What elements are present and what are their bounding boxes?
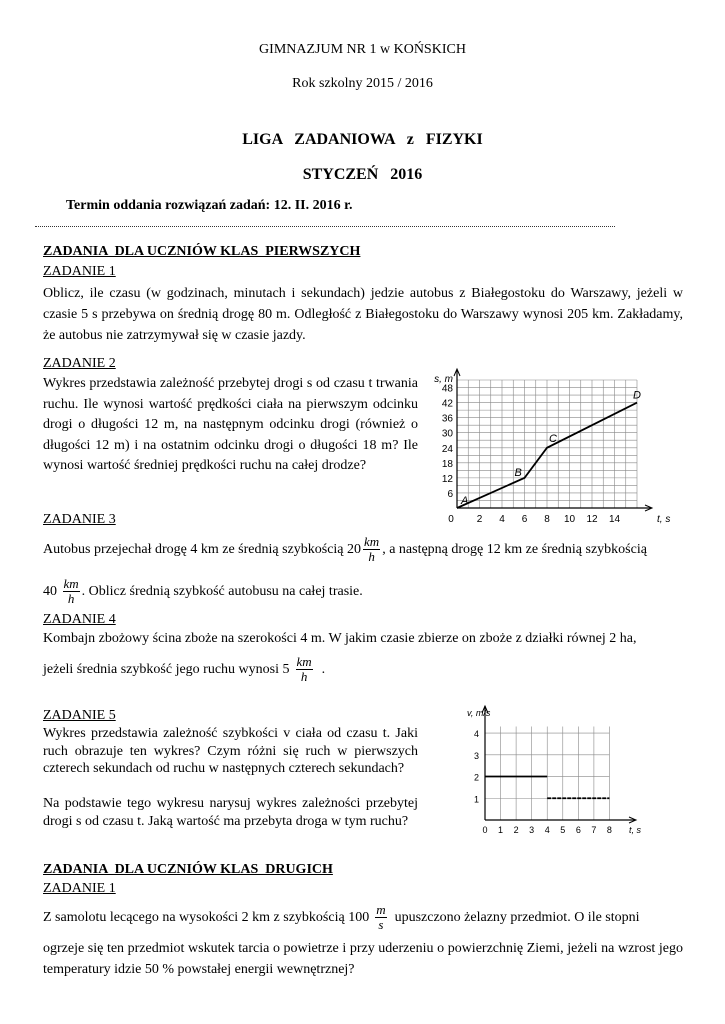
s1-task3-part1: Autobus przejechał drogę 4 km ze średnią szybkością 20 — [43, 542, 362, 557]
page-title: LIGA ZADANIOWA z FIZYKI — [242, 131, 483, 148]
fraction-km-h-2: $\frac{km}{h}$ — [63, 576, 79, 607]
s1-task1-text: Oblicz, ile czasu (w godzinach, minutach i sekundach) jedzie autobus z Białegostoku do Warszawy, jeżeli w czasie 5 s przebywa on średnią drogę 80 m. Odległość z Białegostoku do Warszawy wynosi 205 km. Zakładamy, że autobus nie zatrzymywał się w czasie jazdy. — [43, 286, 683, 343]
y-tick-label: 24 — [441, 443, 453, 455]
s1-task4-line1: Kombajn zbożowy ścina zboże na szerokości 4 m. W jakim czasie zbierze on zboże z działki równej 2 ha, — [43, 631, 637, 646]
s2-task1-rest: ogrzeje się ten przedmiot wskutek tarcia o powietrze i przy uderzeniu o powierzchnię Ziemi, jeżeli na wzrost jego temperatury idzie 50 % powstałej energii wewnętrznej? — [43, 941, 683, 977]
s1-task3-line1 — [43, 530, 683, 570]
s1-task2-label: ZADANIE 2 — [43, 356, 116, 371]
point-label: C — [549, 432, 557, 445]
x-axis-label: t, s — [657, 514, 671, 525]
s1-task3-label: ZADANIE 3 — [43, 512, 116, 527]
x-tick-label: 0 — [482, 825, 488, 835]
s1-task2-text: Wykres przedstawia zależność przebytej drogi s od czasu t trwania ruchu. Ile wynosi wartość prędkości ciała na pierwszym odcinku drogi o długości 12 m, na następnym odcinku drogi (również o długości 12 m) i na ostatnim odcinku drogi o długości 18 m? Ile wynosi wartość średniej prędkości ruchu na całej drodze? — [43, 376, 418, 474]
distance-time-chart — [425, 360, 671, 525]
x-tick-label: 6 — [575, 825, 581, 835]
point-label: A — [461, 495, 469, 507]
s1-task3-part2: , a następną drogę 12 km ze średnią szybkością — [382, 542, 647, 557]
y-axis-label: v, m/s — [467, 708, 491, 718]
y-axis-label: s, m — [434, 374, 453, 385]
x-tick-label: 14 — [608, 514, 621, 525]
y-tick-label: 18 — [441, 458, 453, 470]
y-tick-label: 2 — [473, 772, 479, 783]
x-tick-label: 5 — [560, 825, 566, 835]
y-tick-label: 12 — [441, 473, 453, 485]
origin-label: 0 — [448, 514, 454, 525]
fraction-km-h: $\frac{km}{h}$ — [364, 534, 380, 565]
deadline: Termin oddania rozwiązań zadań: 12. II. 2016 r. — [66, 198, 353, 213]
s2-task1-label: ZADANIE 1 — [43, 881, 116, 896]
page-subtitle: STYCZEŃ 2016 — [302, 166, 423, 183]
point-label: B — [514, 466, 522, 479]
y-tick-label: 6 — [447, 488, 453, 500]
separator — [35, 226, 615, 227]
x-tick-label: 12 — [586, 514, 598, 525]
x-tick-label: 10 — [563, 514, 576, 525]
x-axis-label: t, s — [629, 825, 642, 835]
y-tick-label: 3 — [473, 750, 479, 761]
s1-task4-label: ZADANIE 4 — [43, 612, 116, 627]
s1-task3-part3: 40 — [43, 584, 57, 599]
fraction-m-s: $\frac{m}{s}$ — [376, 902, 386, 933]
x-tick-label: 4 — [544, 825, 550, 835]
velocity-time-chart — [455, 700, 640, 840]
s1-task3-line2 — [43, 572, 363, 612]
y-tick-label: 48 — [441, 383, 453, 395]
y-tick-label: 30 — [441, 428, 453, 440]
x-tick-label: 2 — [513, 825, 519, 835]
s1-task5-text1: Wykres przedstawia zależność szybkości v ciała od czasu t. Jaki ruch obrazuje ten wykres? Czym różni się ruch w pierwszych czterech sekundach od ruchu w następnych czterech sekundach? — [43, 726, 418, 777]
x-tick-label: 6 — [521, 514, 528, 525]
x-tick-label: 3 — [529, 825, 535, 835]
s2-task1-line1: Z samolotu lecącego na wysokości 2 km z szybkością 100 $\frac{m}{s}$ upuszczono żelazny przedmiot. O ile stopni — [43, 902, 640, 933]
s1-task5-text2: Na podstawie tego wykresu narysuj wykres zależności przebytej drogi s od czasu t. Jaką wartość ma przebyta droga w tym ruchu? — [43, 796, 418, 829]
fraction-km-h-3: $\frac{km}{h}$ — [296, 654, 312, 685]
school-year: Rok szkolny 2015 / 2016 — [292, 76, 433, 91]
point-label: D — [633, 389, 641, 402]
school-name: GIMNAZJUM NR 1 w KOŃSKICH — [259, 42, 466, 57]
s1-task1-label: ZADANIE 1 — [43, 264, 116, 279]
x-tick-label: 4 — [499, 514, 505, 525]
x-tick-label: 8 — [544, 514, 550, 525]
x-tick-label: 7 — [591, 825, 597, 835]
y-tick-label: 1 — [473, 794, 479, 805]
x-tick-label: 1 — [498, 825, 504, 835]
y-tick-label: 42 — [441, 398, 453, 410]
section1-heading: ZADANIA DLA UCZNIÓW KLAS PIERWSZYCH — [43, 244, 361, 259]
s1-task5-label: ZADANIE 5 — [43, 708, 116, 723]
s1-task4-line2: jeżeli średnia szybkość jego ruchu wynosi 5 $\frac{km}{h}$ . — [43, 654, 326, 685]
y-tick-label: 36 — [441, 413, 453, 425]
x-tick-label: 8 — [606, 825, 612, 835]
x-tick-label: 2 — [476, 514, 483, 525]
s1-task3-part4: . Oblicz średnią szybkość autobusu na całej trasie. — [81, 584, 363, 599]
y-tick-label: 4 — [473, 729, 479, 740]
section2-heading: ZADANIA DLA UCZNIÓW KLAS DRUGICH — [43, 862, 333, 877]
